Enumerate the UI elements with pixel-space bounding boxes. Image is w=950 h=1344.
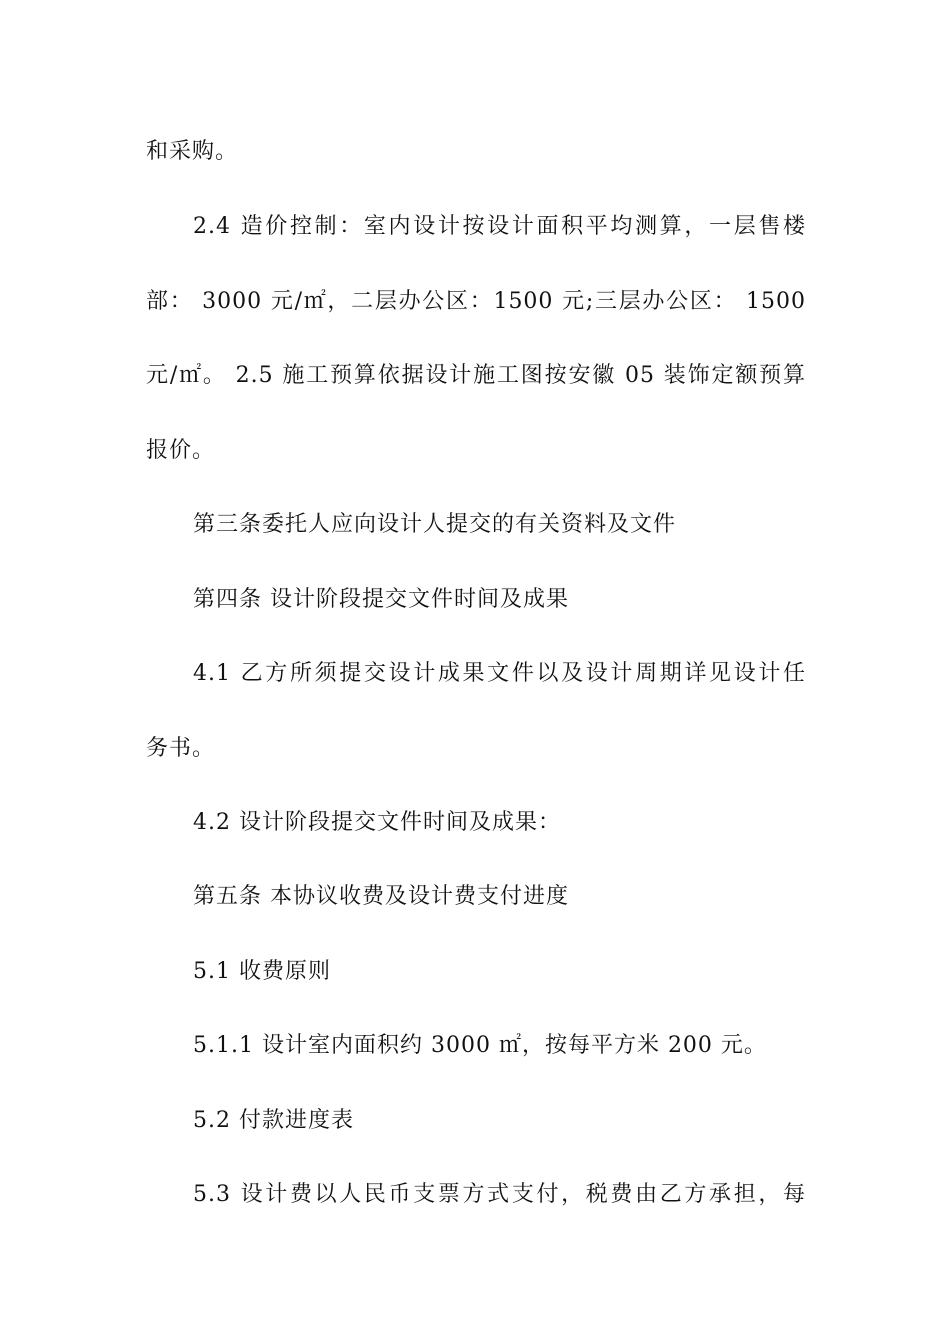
clause-4-1: 4.1 乙方所须提交设计成果文件以及设计周期详见设计任 [193,661,806,686]
clause-5-1: 5.1 收费原则 [193,959,331,984]
clause-2-5-continued: 报价。 [146,438,216,463]
clause-5-2: 5.2 付款进度表 [193,1108,354,1133]
clause-4-1-continued: 务书。 [146,736,216,761]
text-line-continuation: 和采购。 [146,139,239,164]
clause-2-4: 2.4 造价控制：室内设计按设计面积平均测算，一层售楼 [193,214,806,239]
article-3-heading: 第三条委托人应向设计人提交的有关资料及文件 [193,512,677,537]
clause-5-3: 5.3 设计费以人民币支票方式支付，税费由乙方承担，每 [193,1182,806,1207]
article-4-heading: 第四条 设计阶段提交文件时间及成果 [193,587,569,612]
clause-2-4-continued: 部： 3000 元/㎡，二层办公区：1500 元;三层办公区： 1500 [146,289,806,314]
article-5-heading: 第五条 本协议收费及设计费支付进度 [193,884,569,909]
clause-2-5: 元/㎡。 2.5 施工预算依据设计施工图按安徽 05 装饰定额预算 [146,363,806,388]
clause-4-2: 4.2 设计阶段提交文件时间及成果： [193,810,561,835]
clause-5-1-1: 5.1.1 设计室内面积约 3000 ㎡，按每平方米 200 元。 [193,1033,767,1058]
